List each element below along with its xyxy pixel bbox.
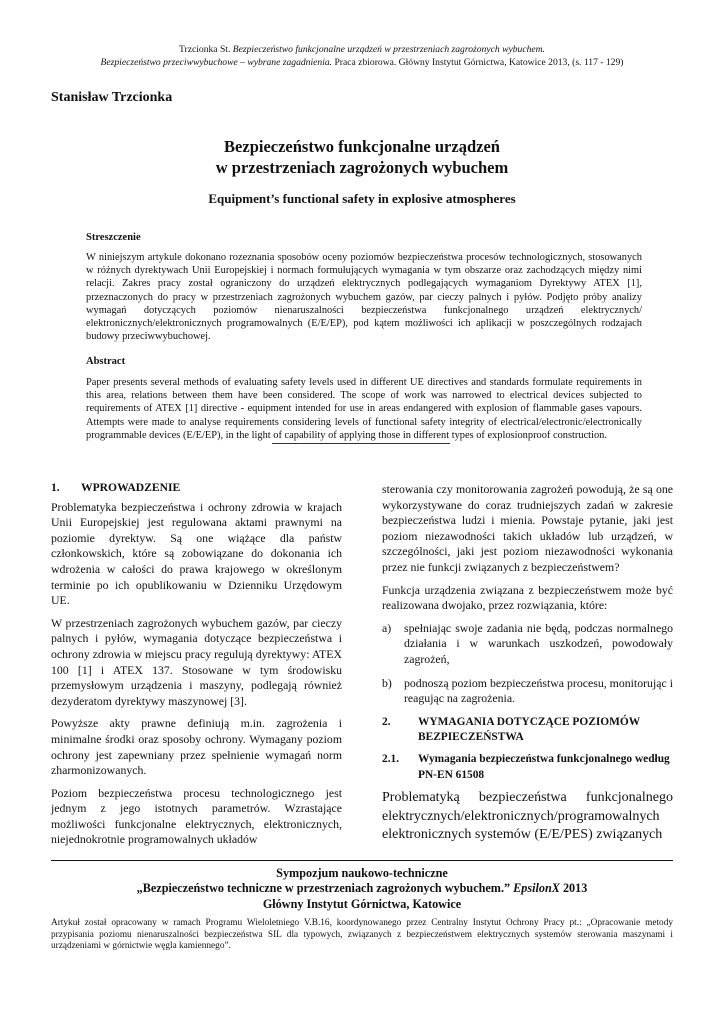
header-title-ref: Bezpieczeństwo funkcjonalne urządzeń w przestrzeniach zagrożonych wybuchem.	[232, 44, 545, 55]
section-1-title: WPROWADZENIE	[81, 481, 181, 494]
symposium-brand: EpsilonX	[513, 881, 560, 896]
symposium-line-1: Sympozjum naukowo-techniczne	[276, 866, 448, 880]
list-marker: b)	[382, 675, 392, 690]
header-book-title: Bezpieczeństwo przeciwwybuchowe – wybrane zagadnienia.	[100, 56, 333, 68]
list-item-text: spełniając swoje zadania nie będą, podczas normalnego działania i w warunkach uszkodzeń, powodowały zagrożeń,	[404, 620, 673, 666]
list-marker: a)	[382, 620, 392, 635]
header-publication: Praca zbiorowa. Główny Instytut Górnictwa, Katowice 2013, (s. 117 - 129)	[332, 56, 624, 68]
section-2-1-title: Wymagania bezpieczeństwa funkcjonalnego według PN-EN 61508	[418, 752, 670, 781]
right-column	[382, 482, 673, 845]
section-2-number: 2.	[382, 715, 391, 728]
section-1-paragraph: Powyższe akty prawne definiują m.in. zagrożenia i minimalne środki oraz sposoby ochrony. Wymagany poziom ochrony jest zapewniany przez spełnienie wymagań norm zharmonizowanych.	[51, 716, 342, 778]
section-2-heading	[382, 715, 673, 746]
paper-title	[51, 136, 673, 178]
header-line-2	[40, 57, 684, 70]
streszczenie-text: W niniejszym artykule dokonano rozeznania sposobów oceny poziomów bezpieczeństwa procesów technologicznych, stosowanych w różnych dyrektywach Unii Europejskiej i normach formułujących wymagania w tym obszarze oraz zachodzących między nimi relacji. Zakres pracy został ograniczony do urządzeń elektrycznych podlegających wymaganiom Dyrektywy ATEX [1], przeznaczonych do pracy w przestrzeniach zagrożonych wybuchem gazów, par cieczy palnych i pyłów. Podjęto próby analizy wymagań dotyczących poziomów nienaruszalności bezpieczeństwa funkcjonalnego urządzeń elektrycznych/ elektronicznych/elektronicznych programowalnych (E/E/EP), pod kątem możliwości ich aplikacji w poszczególnych rodzajach budowy przeciwwybuchowej.	[86, 252, 642, 343]
list-item-text: podnoszą poziom bezpieczeństwa procesu, monitorując i reagując na zagrożenia.	[404, 675, 673, 706]
header-author-ref: Trzcionka St.	[179, 44, 233, 55]
abstract-text: Paper presents several methods of evaluating safety levels used in different UE directives and standards formulate requirements in this area, relations between them have been considered. The scope of work was narrowed to electrical devices subjected to requirements of ATEX [1] directive - equipment intended for use in areas endangered with explosion of flammable gases vapours. Attempts were made to analyse requirements considering levels of functional safety integrity of electrical/electronic/electronically programmable devices (E/E/EP), in the light of capability of applying those in different types of explosionproof construction.	[86, 377, 642, 441]
symposium-line-3: Główny Instytut Górnictwa, Katowice	[262, 896, 462, 911]
footer-divider	[51, 860, 673, 861]
section-1-number: 1.	[51, 481, 60, 494]
running-header	[40, 44, 684, 69]
symposium-line-2	[51, 881, 673, 896]
author-name: Stanisław Trzcionka	[51, 90, 173, 105]
streszczenie-heading: Streszczenie	[86, 232, 141, 243]
section-2-1-number: 2.1.	[382, 752, 400, 765]
right-paragraph-1: sterowania czy monitorowania zagrożeń powodują, że są one wykorzystywane do coraz trudniejszych zadań w zakresie bezpieczeństwa ludzi i mienia. Powstaje pytanie, jaki jest poziom niezawodności takich układów lub urządzeń, w szczególności, jaki jest poziom niezawodności wykonania przez nie funkcji związanych z bezpieczeństwem?	[382, 482, 673, 574]
section-divider	[272, 443, 450, 444]
symposium-title: „Bezpieczeństwo techniczne w przestrzeniach zagrożonych wybuchem.”	[136, 881, 514, 896]
section-2-1-heading	[382, 752, 673, 783]
section-2-title: WYMAGANIA DOTYCZĄCE POZIOMÓW BEZPIECZEŃSTWA	[418, 715, 640, 744]
right-paragraph-2: Funkcja urządzenia związana z bezpieczeństwem może być realizowana dwojako, przez rozwiązania, które:	[382, 582, 673, 613]
header-line-1	[40, 44, 684, 57]
section-1-paragraph: W przestrzeniach zagrożonych wybuchem gazów, par cieczy palnych i pyłów, wymagania dotyczące bezpieczeństwa i ochrony zdrowia w miejscu pracy regulują dyrektywy: ATEX 100 [1] i ATEX 137. Stosowane w tym środowisku przemysłowym urządzenia i maszyny, podlegają również dezyderatom dyrektywy maszynowej [3].	[51, 615, 342, 708]
abstract-heading: Abstract	[86, 356, 126, 367]
symposium-info	[51, 866, 673, 912]
list-item	[382, 676, 673, 707]
section-1-paragraph: Problematyka bezpieczeństwa i ochrony zdrowia w krajach Unii Europejskiej jest regulowana aktami prawnymi na poziomie dyrektyw. Są one wiążące dla państw członkowskich, które są zobowiązane do dokonania ich wdrożenia w całości do prawa krajowego w określonym terminie po ich opublikowaniu w Dzienniku Urzędowym UE.	[51, 499, 342, 608]
paper-title-line-2: w przestrzeniach zagrożonych wybuchem	[215, 158, 509, 177]
paper-subtitle-english: Equipment’s functional safety in explosive atmospheres	[208, 191, 516, 206]
symposium-year: 2013	[559, 881, 588, 896]
left-column	[51, 480, 342, 855]
footnote: Artykuł został opracowany w ramach Programu Wieloletniego V.B.16, koordynowanego przez Centralny Instytut Ochrony Pracy pt.: „Opracowanie metody przypisania poziomu nienaruszalności bezpieczeństwa SIL dla typowych, związanych z bezpieczeństwem elektrycznych systemów sterowania maszynami i urządzeniami w górnictwie węgla kamiennego”.	[51, 918, 673, 952]
section-1-heading	[51, 480, 342, 496]
section-2-1-paragraph: Problematyką bezpieczeństwa funkcjonalnego elektrycznych/elektronicznych/programowalnych elektronicznych systemów (E/E/PES) związanych	[382, 790, 673, 843]
paper-title-line-1: Bezpieczeństwo funkcjonalne urządzeń	[224, 137, 500, 156]
list-item	[382, 621, 673, 668]
section-1-paragraph: Poziom bezpieczeństwa procesu technologicznego jest jednym z jego istotnych parametrów. Wzrastające możliwości funkcjonalne elektrycznych, elektronicznych, niejednokrotnie programowalnych układów	[51, 785, 342, 847]
